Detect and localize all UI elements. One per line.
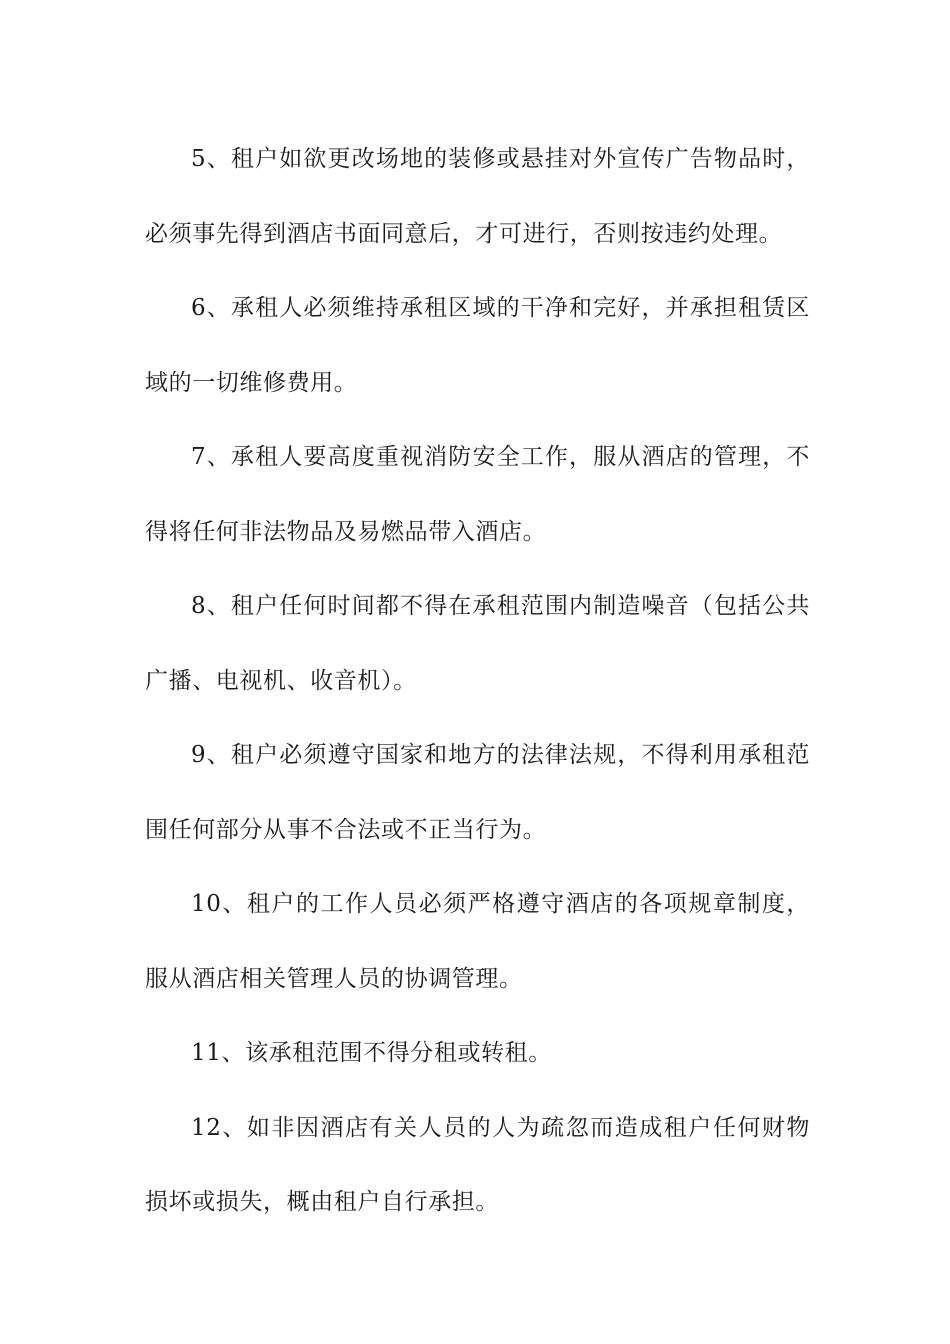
clause-6: 6、承租人必须维持承租区域的干净和完好，并承担租赁区域的一切维修费用。 xyxy=(145,295,810,396)
clause-9: 9、租户必须遵守国家和地方的法律法规，不得利用承租范围任何部分从事不合法或不正当行为。 xyxy=(145,742,810,843)
clause-5: 5、租户如欲更改场地的装修或悬挂对外宣传广告物品时，必须事先得到酒店书面同意后，才可进行，否则按违约处理。 xyxy=(145,146,810,247)
clause-8: 8、租户任何时间都不得在承租范围内制造噪音（包括公共广播、电视机、收音机）。 xyxy=(145,593,810,694)
clause-7: 7、承租人要高度重视消防安全工作，服从酒店的管理，不得将任何非法物品及易燃品带入酒店。 xyxy=(145,444,810,545)
clause-11: 11、该承租范围不得分租或转租。 xyxy=(191,1040,552,1066)
clause-10: 10、租户的工作人员必须严格遵守酒店的各项规章制度，服从酒店相关管理人员的协调管理。 xyxy=(145,891,810,992)
clause-12: 12、如非因酒店有关人员的人为疏忽而造成租户任何财物损坏或损失，概由租户自行承担。 xyxy=(145,1114,810,1215)
document-body xyxy=(145,122,810,1240)
